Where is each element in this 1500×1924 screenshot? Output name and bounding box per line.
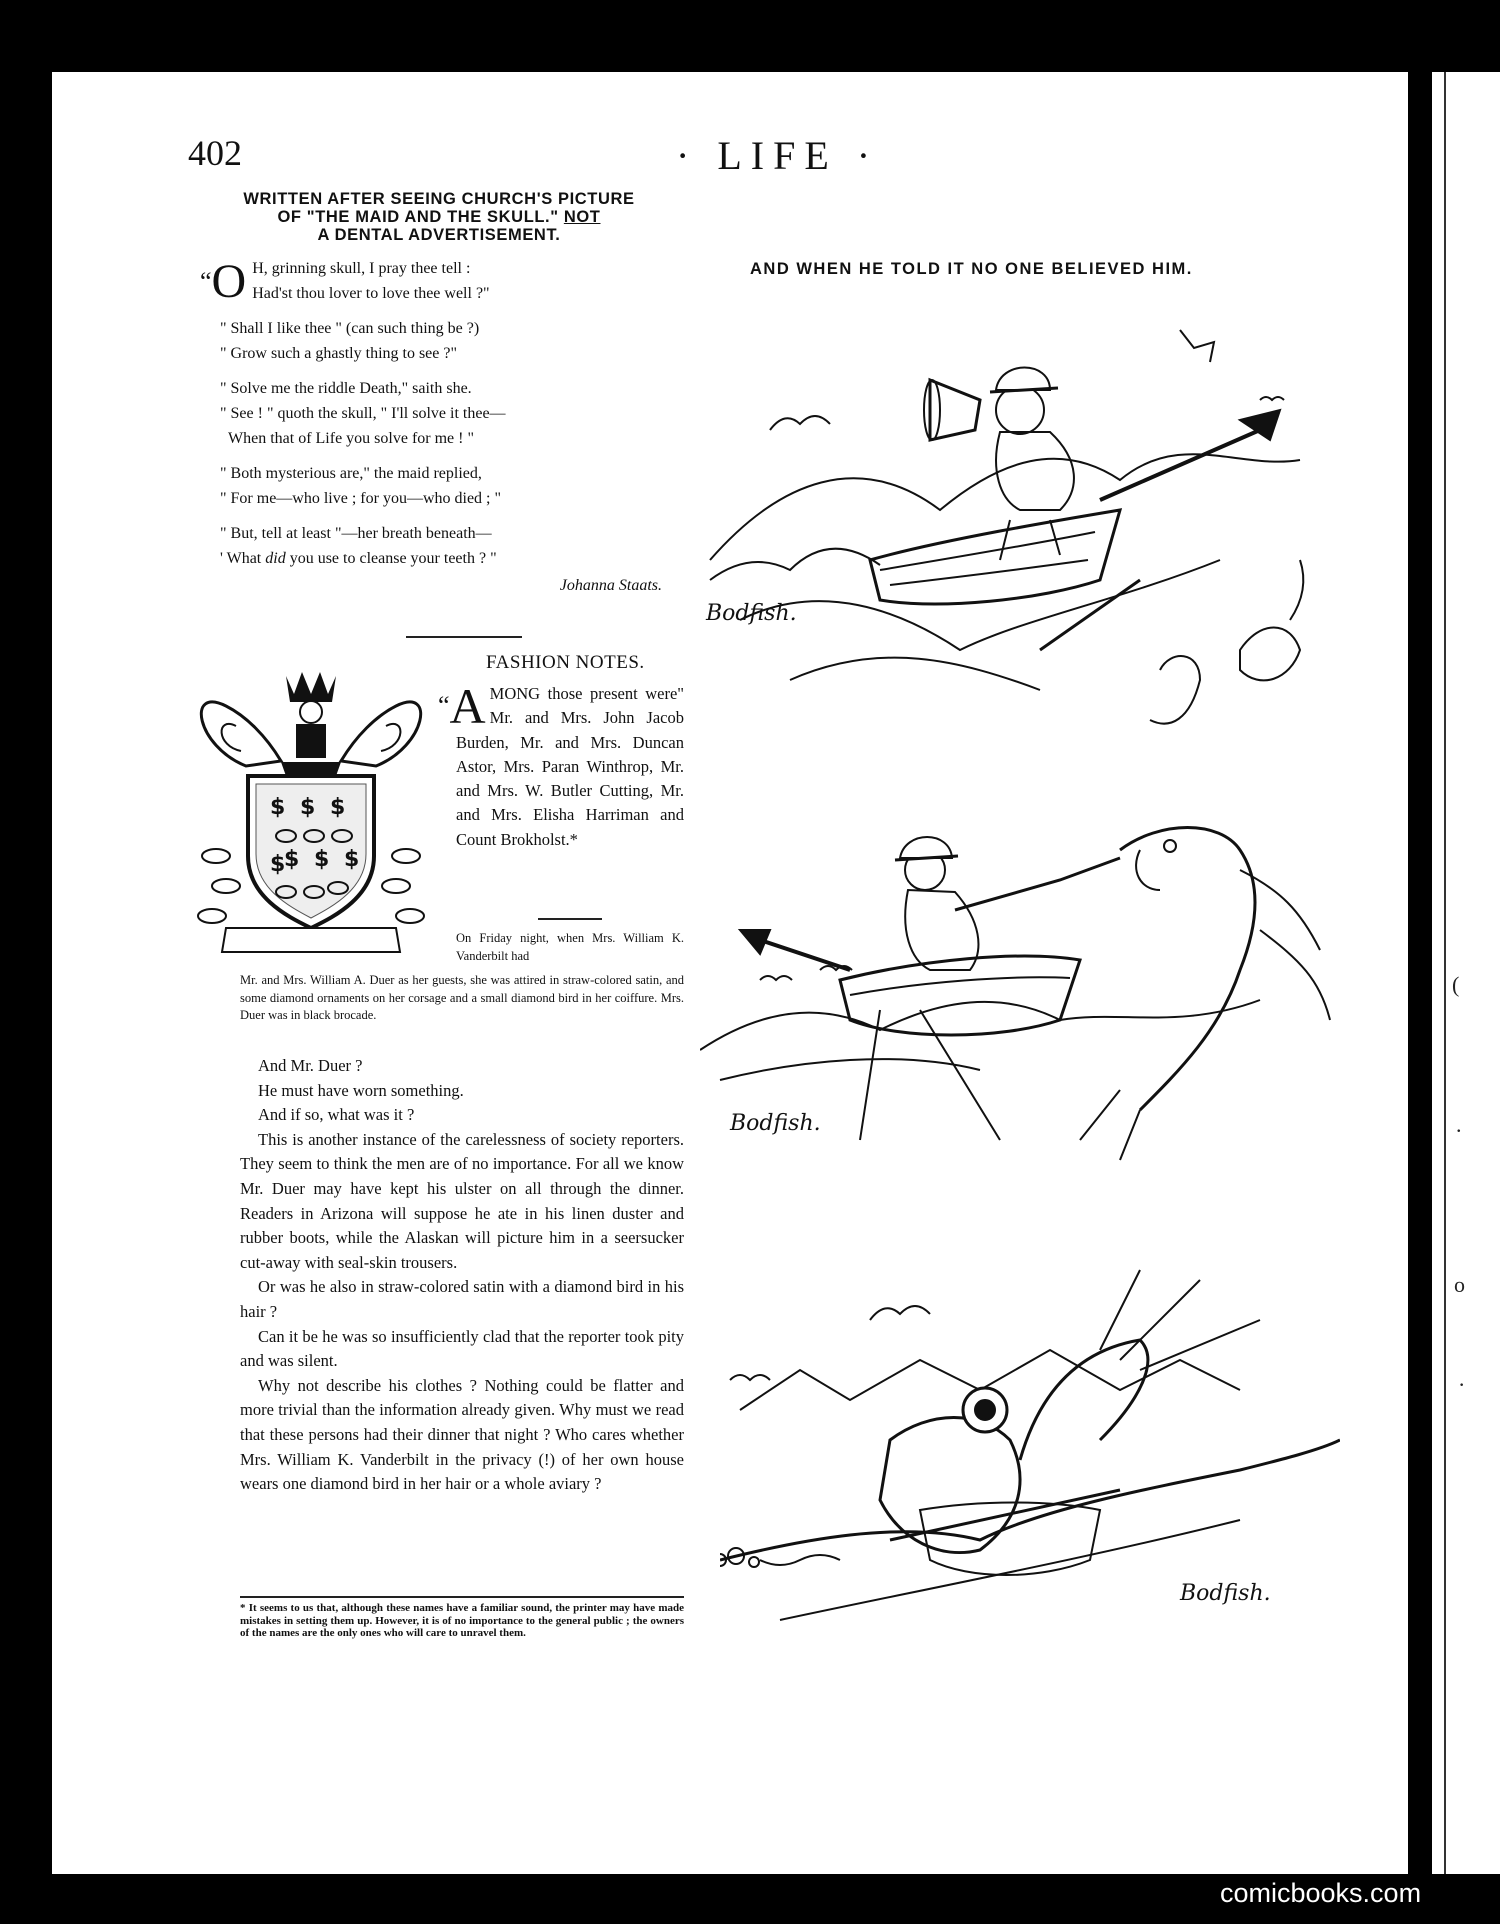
poem-dropcap (200, 255, 247, 308)
poem-line: " See ! " quoth the skull, " I'll solve it thee— (220, 405, 506, 422)
svg-text:$: $ (314, 847, 330, 872)
article-paragraph: Can it be he was so insufficiently clad that the reporter took pity and was silent. (240, 1326, 684, 1371)
svg-text:$: $ (284, 847, 300, 872)
divider-rule (538, 918, 602, 920)
next-page-fragment: · (1458, 1372, 1466, 1397)
poem-line: When that of Life you solve for me ! " (228, 430, 475, 447)
article-line: And if so, what was it ? (258, 1105, 415, 1125)
cartoon-caption: AND WHEN HE TOLD IT NO ONE BELIEVED HIM. (750, 260, 1193, 278)
poem-line (220, 546, 690, 571)
poem-stanza (200, 255, 690, 308)
svg-text:$: $ (330, 795, 346, 820)
poem-line: " But, tell at least "—her breath beneath— (220, 525, 492, 542)
artist-signature: Bodfish. (706, 601, 797, 626)
cartoon-panel-3 (720, 1260, 1340, 1660)
poem-title-line: WRITTEN AFTER SEEING CHURCH'S PICTURE (243, 190, 635, 208)
svg-text:$: $ (344, 847, 360, 872)
artist-signature: Bodfish. (730, 1111, 821, 1136)
article-line: And Mr. Duer ? (258, 1056, 363, 1075)
poem-signature: Johanna Staats. (559, 577, 662, 594)
masthead-title: · LIFE · (676, 133, 880, 178)
svg-text:$: $ (270, 852, 286, 877)
poem-line: " Shall I like thee " (can such thing be ?) (220, 320, 480, 337)
poem-dropcap-letter: O (211, 255, 247, 308)
poem-line-part: you use to cleanse your teeth ? " (289, 550, 497, 567)
next-page-fragment: . (1456, 1112, 1462, 1137)
poem-title-line (178, 208, 700, 226)
next-page-fragment: ( (1452, 972, 1460, 997)
poem-line-italic: did (265, 550, 286, 567)
poem-title-part: OF "THE MAID AND THE SKULL." (277, 208, 559, 226)
fashion-article-body (240, 1054, 684, 1497)
next-page-edge (1432, 72, 1500, 1874)
fashion-intro-text: MONG those present were" Mr. and Mrs. John Jacob Burden, Mr. and Mrs. Duncan Astor, Mrs. Paran Winthrop, Mr. and Mrs. W. Butler Cutting, Mr. and Mrs. Elisha Harriman and Count Brokholst.* (456, 684, 684, 849)
cartoon-panel-2 (700, 810, 1340, 1180)
watermark-text: comicbooks.com (1220, 1878, 1422, 1908)
article-line: He must have worn something. (258, 1080, 464, 1100)
poem-line: H, grinning skull, I pray thee tell : (252, 260, 471, 277)
society-paragraph-a (456, 930, 684, 965)
crest-illustration (186, 666, 436, 956)
poem-title (178, 190, 700, 244)
poem-body (200, 255, 690, 598)
fashion-dropcap-letter: A (449, 678, 486, 734)
article-paragraph: Why not describe his clothes ? Nothing could be flatter and more trivial than the information already given. Why must we read that these persons had their dinner that night ? Who cares whether Mrs. William K. Vanderbilt in the privacy (!) of her own house wears one diamond bird in her hair or a whole aviary ? (240, 1375, 684, 1494)
next-page-fragment: o (1454, 1272, 1465, 1297)
article-paragraph: Or was he also in straw-colored satin with a diamond bird in his hair ? (240, 1277, 684, 1321)
divider-rule (406, 636, 522, 638)
cartoon-panel-1 (700, 320, 1320, 740)
footnote-rule (240, 1596, 684, 1598)
svg-text:$: $ (300, 795, 316, 820)
poem-line: Had'st thou lover to love thee well ?" (252, 285, 490, 302)
fashion-intro (438, 678, 684, 852)
society-paragraph-b: Mr. and Mrs. William A. Duer as her guests, she was attired in straw-colored satin, and some diamond ornaments on her corsage and a small diamond bird in her coiffure. Mrs. Duer was in black brocade. (240, 973, 684, 1022)
svg-text:$: $ (270, 795, 286, 820)
fashion-open-quote: “ (438, 691, 450, 720)
article-paragraph: This is another instance of the carelessness of society reporters. They seem to think the men are of no importance. For all we know Mr. Duer may have kept his ulster on all through the dinner. Readers in Arizona will suppose he ate in his linen duster and rubber boots, while the Alaskan will picture him in a seersucker cut-away with seal-skin trousers. (240, 1129, 684, 1272)
fashion-dropcap (438, 678, 486, 734)
poem-title-line: A DENTAL ADVERTISEMENT. (317, 226, 561, 244)
page-gutter-line (1444, 72, 1446, 1874)
poem-title-underlined: NOT (563, 208, 601, 226)
footnote: * It seems to us that, although these names have a familiar sound, the printer may have made mistakes in setting them up. However, it is of no importance to the general public ; the owners of the names are the only ones who will care to unravel them. (240, 1602, 684, 1639)
society-paragraph-text: On Friday night, when Mrs. William K. Vanderbilt had (456, 931, 684, 963)
page-number: 402 (188, 133, 242, 173)
poem-line: " Both mysterious are," the maid replied, (220, 465, 482, 482)
fashion-notes-title: FASHION NOTES. (486, 652, 645, 673)
poem-line: " For me—who live ; for you—who died ; " (220, 490, 502, 507)
poem-open-quote: “ (200, 267, 212, 296)
poem-line: " Solve me the riddle Death," saith she. (220, 380, 472, 397)
poem-line-part: ' What (220, 550, 262, 567)
artist-signature: Bodfish. (1180, 1581, 1271, 1606)
poem-line: " Grow such a ghastly thing to see ?" (220, 345, 458, 362)
